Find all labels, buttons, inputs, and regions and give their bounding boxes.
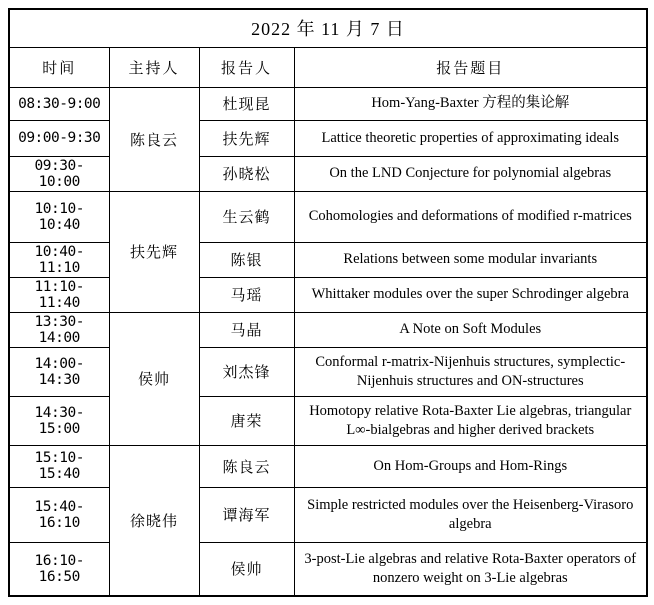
speaker-cell: 扶先辉 [199, 120, 294, 156]
table-row [9, 277, 647, 312]
table-row [9, 156, 647, 191]
time-cell: 14:00-14:30 [9, 347, 109, 396]
talk-title-cell: Whittaker modules over the super Schrodinger algebra [294, 277, 647, 312]
talk-title-cell: Simple restricted modules over the Heisenberg-Virasoro algebra [294, 487, 647, 542]
chair-cell: 陈良云 [109, 87, 199, 191]
date-title: 2022 年 11 月 7 日 [9, 9, 647, 47]
table-row [9, 242, 647, 277]
time-cell: 15:40-16:10 [9, 487, 109, 542]
time-cell: 13:30-14:00 [9, 312, 109, 347]
speaker-cell: 孙晓松 [199, 156, 294, 191]
time-cell: 08:30-9:00 [9, 87, 109, 120]
talk-title-cell: Relations between some modular invariants [294, 242, 647, 277]
speaker-cell: 杜现昆 [199, 87, 294, 120]
time-cell: 11:10-11:40 [9, 277, 109, 312]
table-row [9, 120, 647, 156]
talk-title-cell: 3-post-Lie algebras and relative Rota-Baxter operators of nonzero weight on 3-Lie algebras [294, 542, 647, 596]
schedule-table [8, 8, 648, 597]
header-speaker: 报告人 [199, 47, 294, 87]
talk-title-cell: Cohomologies and deformations of modified r-matrices [294, 191, 647, 242]
header-talk-title: 报告题目 [294, 47, 647, 87]
date-title-row [9, 9, 647, 47]
table-row [9, 445, 647, 487]
time-cell: 09:00-9:30 [9, 120, 109, 156]
talk-title-cell: A Note on Soft Modules [294, 312, 647, 347]
header-chair: 主持人 [109, 47, 199, 87]
table-row [9, 542, 647, 596]
table-row [9, 347, 647, 396]
table-row [9, 396, 647, 445]
time-cell: 15:10-15:40 [9, 445, 109, 487]
chair-cell: 扶先辉 [109, 191, 199, 312]
talk-title-cell: Homotopy relative Rota-Baxter Lie algebras, triangular L∞-bialgebras and higher derived brackets [294, 396, 647, 445]
header-row [9, 47, 647, 87]
talk-title-cell: Lattice theoretic properties of approximating ideals [294, 120, 647, 156]
talk-title-cell: On Hom-Groups and Hom-Rings [294, 445, 647, 487]
talk-title-cell: Conformal r-matrix-Nijenhuis structures, symplectic-Nijenhuis structures and ON-structures [294, 347, 647, 396]
time-cell: 10:40-11:10 [9, 242, 109, 277]
speaker-cell: 马晶 [199, 312, 294, 347]
speaker-cell: 马瑶 [199, 277, 294, 312]
table-row [9, 487, 647, 542]
chair-cell: 侯帅 [109, 312, 199, 445]
header-time: 时间 [9, 47, 109, 87]
speaker-cell: 生云鹤 [199, 191, 294, 242]
speaker-cell: 陈良云 [199, 445, 294, 487]
speaker-cell: 侯帅 [199, 542, 294, 596]
table-row [9, 191, 647, 242]
time-cell: 10:10-10:40 [9, 191, 109, 242]
time-cell: 14:30-15:00 [9, 396, 109, 445]
talk-title-cell: Hom-Yang-Baxter 方程的集论解 [294, 87, 647, 120]
speaker-cell: 陈银 [199, 242, 294, 277]
time-cell: 16:10-16:50 [9, 542, 109, 596]
table-row [9, 87, 647, 120]
time-cell: 09:30-10:00 [9, 156, 109, 191]
table-row [9, 312, 647, 347]
talk-title-cell: On the LND Conjecture for polynomial algebras [294, 156, 647, 191]
speaker-cell: 刘杰锋 [199, 347, 294, 396]
speaker-cell: 谭海军 [199, 487, 294, 542]
chair-cell: 徐晓伟 [109, 445, 199, 596]
speaker-cell: 唐荣 [199, 396, 294, 445]
